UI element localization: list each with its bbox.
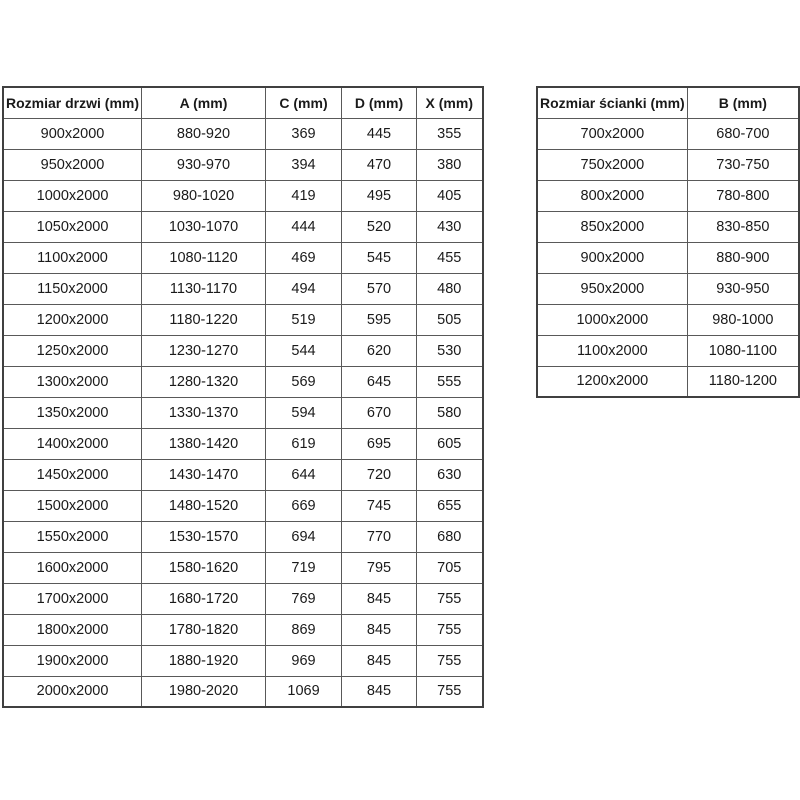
door-table-cell: 2000x2000 (3, 676, 142, 707)
door-table-header-cell: X (mm) (417, 87, 483, 118)
door-table-cell: 1280-1320 (142, 366, 266, 397)
door-table-cell: 480 (417, 273, 483, 304)
wall-size-table-head (537, 87, 799, 118)
door-table-cell: 1350x2000 (3, 397, 142, 428)
wall-table-cell: 1100x2000 (537, 335, 687, 366)
table-row (537, 211, 799, 242)
door-table-cell: 1030-1070 (142, 211, 266, 242)
door-table-cell: 520 (342, 211, 417, 242)
door-table-cell: 845 (342, 645, 417, 676)
door-table-cell: 630 (417, 459, 483, 490)
wall-table-cell: 700x2000 (537, 118, 687, 149)
door-table-cell: 530 (417, 335, 483, 366)
door-table-cell: 755 (417, 645, 483, 676)
door-table-cell: 445 (342, 118, 417, 149)
door-table-cell: 594 (266, 397, 342, 428)
door-table-cell: 369 (266, 118, 342, 149)
table-row (537, 273, 799, 304)
door-table-cell: 1580-1620 (142, 552, 266, 583)
wall-table-cell: 780-800 (687, 180, 799, 211)
door-table-cell: 1880-1920 (142, 645, 266, 676)
table-row (3, 428, 483, 459)
door-table-cell: 1130-1170 (142, 273, 266, 304)
door-table-cell: 580 (417, 397, 483, 428)
door-table-cell: 1230-1270 (142, 335, 266, 366)
door-table-cell: 519 (266, 304, 342, 335)
table-row (3, 149, 483, 180)
door-table-cell: 1600x2000 (3, 552, 142, 583)
door-table-cell: 845 (342, 614, 417, 645)
door-table-cell: 1100x2000 (3, 242, 142, 273)
door-table-cell: 1080-1120 (142, 242, 266, 273)
door-table-cell: 1330-1370 (142, 397, 266, 428)
door-table-cell: 1450x2000 (3, 459, 142, 490)
table-row (537, 304, 799, 335)
door-table-cell: 419 (266, 180, 342, 211)
wall-table-cell: 1080-1100 (687, 335, 799, 366)
door-table-header-cell: Rozmiar drzwi (mm) (3, 87, 142, 118)
door-size-table-body (3, 118, 483, 707)
table-row (3, 366, 483, 397)
door-table-header-cell: D (mm) (342, 87, 417, 118)
door-table-cell: 1150x2000 (3, 273, 142, 304)
wall-table-header-cell: B (mm) (687, 87, 799, 118)
door-table-cell: 645 (342, 366, 417, 397)
table-row (3, 676, 483, 707)
door-table-cell: 570 (342, 273, 417, 304)
wall-table-cell: 730-750 (687, 149, 799, 180)
door-table-cell: 950x2000 (3, 149, 142, 180)
table-row (3, 211, 483, 242)
door-table-header-cell: C (mm) (266, 87, 342, 118)
door-table-cell: 644 (266, 459, 342, 490)
door-size-table (2, 86, 484, 708)
door-table-cell: 1530-1570 (142, 521, 266, 552)
wall-table-cell: 1200x2000 (537, 366, 687, 397)
door-table-cell: 444 (266, 211, 342, 242)
door-table-cell: 1680-1720 (142, 583, 266, 614)
wall-table-cell: 930-950 (687, 273, 799, 304)
table-row (3, 242, 483, 273)
door-table-cell: 695 (342, 428, 417, 459)
wall-table-cell: 950x2000 (537, 273, 687, 304)
table-row (3, 118, 483, 149)
door-table-cell: 1000x2000 (3, 180, 142, 211)
wall-table-cell: 980-1000 (687, 304, 799, 335)
door-table-cell: 1250x2000 (3, 335, 142, 366)
door-table-cell: 705 (417, 552, 483, 583)
door-table-cell: 430 (417, 211, 483, 242)
wall-table-cell: 1180-1200 (687, 366, 799, 397)
door-table-cell: 394 (266, 149, 342, 180)
door-table-cell: 1050x2000 (3, 211, 142, 242)
door-table-cell: 544 (266, 335, 342, 366)
wall-table-cell: 850x2000 (537, 211, 687, 242)
door-table-cell: 505 (417, 304, 483, 335)
table-row (3, 552, 483, 583)
door-table-cell: 605 (417, 428, 483, 459)
door-table-cell: 620 (342, 335, 417, 366)
door-table-cell: 1800x2000 (3, 614, 142, 645)
table-row (3, 335, 483, 366)
table-row (537, 366, 799, 397)
door-table-cell: 469 (266, 242, 342, 273)
door-table-cell: 595 (342, 304, 417, 335)
door-table-cell: 1180-1220 (142, 304, 266, 335)
door-table-cell: 720 (342, 459, 417, 490)
door-table-cell: 619 (266, 428, 342, 459)
door-table-cell: 694 (266, 521, 342, 552)
door-table-cell: 405 (417, 180, 483, 211)
wall-table-cell: 750x2000 (537, 149, 687, 180)
door-table-cell: 755 (417, 583, 483, 614)
door-table-header-row (3, 87, 483, 118)
wall-table-cell: 800x2000 (537, 180, 687, 211)
door-table-cell: 1780-1820 (142, 614, 266, 645)
door-table-header-cell: A (mm) (142, 87, 266, 118)
door-table-cell: 569 (266, 366, 342, 397)
door-table-cell: 1380-1420 (142, 428, 266, 459)
door-table-cell: 655 (417, 490, 483, 521)
door-table-cell: 1300x2000 (3, 366, 142, 397)
door-table-cell: 845 (342, 583, 417, 614)
wall-table-cell: 900x2000 (537, 242, 687, 273)
table-row (3, 521, 483, 552)
door-table-cell: 755 (417, 676, 483, 707)
door-table-cell: 770 (342, 521, 417, 552)
door-table-cell: 1900x2000 (3, 645, 142, 676)
door-table-cell: 869 (266, 614, 342, 645)
table-row (3, 459, 483, 490)
door-table-cell: 769 (266, 583, 342, 614)
wall-size-table (536, 86, 800, 398)
door-table-cell: 1500x2000 (3, 490, 142, 521)
wall-table-cell: 680-700 (687, 118, 799, 149)
door-table-cell: 669 (266, 490, 342, 521)
table-row (3, 645, 483, 676)
door-table-cell: 470 (342, 149, 417, 180)
table-row (537, 118, 799, 149)
table-row (3, 273, 483, 304)
door-table-cell: 545 (342, 242, 417, 273)
door-table-cell: 355 (417, 118, 483, 149)
wall-size-table-body (537, 118, 799, 397)
door-table-cell: 555 (417, 366, 483, 397)
wall-table-header-cell: Rozmiar ścianki (mm) (537, 87, 687, 118)
table-row (537, 180, 799, 211)
door-table-cell: 1200x2000 (3, 304, 142, 335)
table-row (537, 149, 799, 180)
door-table-cell: 755 (417, 614, 483, 645)
door-table-cell: 719 (266, 552, 342, 583)
door-table-cell: 845 (342, 676, 417, 707)
door-table-cell: 1550x2000 (3, 521, 142, 552)
door-table-cell: 1069 (266, 676, 342, 707)
wall-table-cell: 830-850 (687, 211, 799, 242)
door-table-cell: 680 (417, 521, 483, 552)
door-table-cell: 969 (266, 645, 342, 676)
table-row (3, 583, 483, 614)
door-table-cell: 930-970 (142, 149, 266, 180)
table-row (537, 242, 799, 273)
door-table-cell: 1980-2020 (142, 676, 266, 707)
table-row (3, 614, 483, 645)
table-row (3, 490, 483, 521)
table-row (3, 397, 483, 428)
wall-table-cell: 880-900 (687, 242, 799, 273)
wall-table-cell: 1000x2000 (537, 304, 687, 335)
door-table-cell: 495 (342, 180, 417, 211)
door-table-cell: 745 (342, 490, 417, 521)
door-size-table-head (3, 87, 483, 118)
door-table-cell: 455 (417, 242, 483, 273)
door-table-cell: 380 (417, 149, 483, 180)
door-table-cell: 1480-1520 (142, 490, 266, 521)
door-table-cell: 1700x2000 (3, 583, 142, 614)
wall-table-header-row (537, 87, 799, 118)
door-table-cell: 880-920 (142, 118, 266, 149)
door-table-cell: 494 (266, 273, 342, 304)
table-row (3, 180, 483, 211)
door-table-cell: 795 (342, 552, 417, 583)
door-table-cell: 1400x2000 (3, 428, 142, 459)
door-table-cell: 670 (342, 397, 417, 428)
door-table-cell: 900x2000 (3, 118, 142, 149)
table-row (537, 335, 799, 366)
table-row (3, 304, 483, 335)
door-table-cell: 980-1020 (142, 180, 266, 211)
door-table-cell: 1430-1470 (142, 459, 266, 490)
